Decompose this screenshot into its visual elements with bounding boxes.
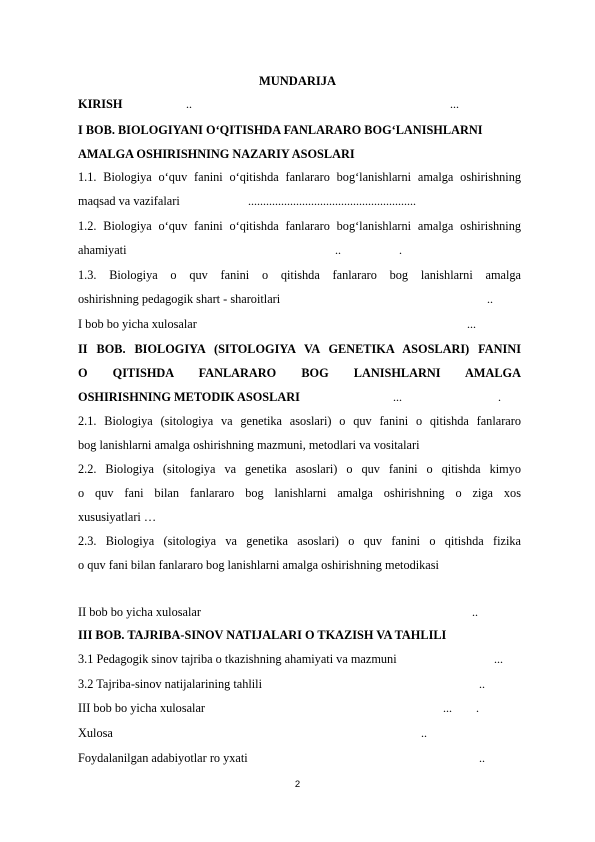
toc-leader: ...	[450, 97, 459, 111]
toc-section-2-1-cont: bog lanishlarni amalga oshirishning mazmuni, metodlari va vositalari	[78, 438, 420, 452]
toc-leader: ...	[467, 317, 476, 331]
toc-leader: ...	[393, 390, 402, 404]
toc-references: Foydalanilgan adabiyotlar ro yxati	[78, 751, 248, 765]
toc-section-2-2-cont: o quv fani bilan fanlararo bog lanishlarni amalga oshirishning o ziga xos	[78, 486, 521, 500]
toc-section-1-1-cont: maqsad va vazifalari	[78, 194, 180, 208]
toc-leader: .	[498, 390, 501, 404]
toc-section-1-1: 1.1. Biologiya o‘quv fanini o‘qitishda fanlararo bog‘lanishlarni amalga oshirishning	[78, 170, 521, 184]
toc-section-2-1: 2.1. Biologiya (sitologiya va genetika asoslari) o quv fanini o qitishda fanlararo	[78, 414, 521, 428]
toc-section-2-2-cont2: xususiyatlari …	[78, 510, 157, 524]
toc-section-1-3: 1.3. Biologiya o quv fanini o qitishda fanlararo bog lanishlarni amalga	[78, 268, 521, 282]
toc-chapter-2: II BOB. BIOLOGIYA (SITOLOGIYA VA GENETIKA ASOSLARI) FANINI	[78, 342, 521, 356]
toc-chapter-1-summary: I bob bo yicha xulosalar	[78, 317, 197, 331]
toc-leader: ........................................................	[248, 194, 416, 208]
toc-leader: ...	[443, 701, 452, 715]
toc-leader: .	[476, 701, 479, 715]
toc-leader: ..	[186, 97, 192, 111]
toc-section-3-1: 3.1 Pedagogik sinov tajriba o tkazishning ahamiyati va mazmuni	[78, 652, 397, 666]
toc-xulosa: Xulosa	[78, 726, 113, 740]
toc-section-2-3-cont: o quv fani bilan fanlararo bog lanishlarni amalga oshirishning metodikasi	[78, 558, 439, 572]
toc-leader: ..	[487, 292, 493, 306]
toc-section-2-2: 2.2. Biologiya (sitologiya va genetika asoslari) o quv fanini o qitishda kimyo	[78, 462, 521, 476]
page-number: 2	[294, 779, 301, 790]
toc-section-1-2: 1.2. Biologiya o‘quv fanini o‘qitishda fanlararo bog‘lanishlarni amalga oshirishning	[78, 219, 521, 233]
toc-chapter-1: I BOB. BIOLOGIYANI O‘QITISHDA FANLARARO BOG‘LANISHLARNI	[78, 123, 483, 137]
toc-leader: ..	[479, 751, 485, 765]
toc-chapter-3-summary: III bob bo yicha xulosalar	[78, 701, 206, 715]
toc-leader: ..	[472, 605, 478, 619]
toc-section-3-2: 3.2 Tajriba-sinov natijalarining tahlili	[78, 677, 263, 691]
toc-leader: ..	[335, 243, 341, 257]
toc-kirish: KIRISH	[78, 97, 123, 111]
toc-chapter-2-cont: O QITISHDA FANLARARO BOG LANISHLARNI AMALGA	[78, 366, 521, 380]
toc-section-1-3-cont: oshirishning pedagogik shart - sharoitlari	[78, 292, 281, 306]
toc-section-1-2-cont: ahamiyati	[78, 243, 127, 257]
toc-section-2-3: 2.3. Biologiya (sitologiya va genetika asoslari) o quv fanini o qitishda fizika	[78, 534, 521, 548]
page-title: MUNDARIJA	[258, 74, 337, 88]
toc-leader: ...	[494, 652, 503, 666]
toc-chapter-2-summary: II bob bo yicha xulosalar	[78, 605, 201, 619]
toc-chapter-2-cont2: OSHIRISHNING METODIK ASOSLARI	[78, 390, 300, 404]
toc-leader: .	[399, 243, 402, 257]
toc-chapter-3: III BOB. TAJRIBA-SINOV NATIJALARI O TKAZISH VA TAHLILI	[78, 628, 447, 642]
toc-leader: ..	[421, 726, 427, 740]
toc-leader: ..	[479, 677, 485, 691]
toc-chapter-1-cont: AMALGA OSHIRISHNING NAZARIY ASOSLARI	[78, 147, 355, 161]
